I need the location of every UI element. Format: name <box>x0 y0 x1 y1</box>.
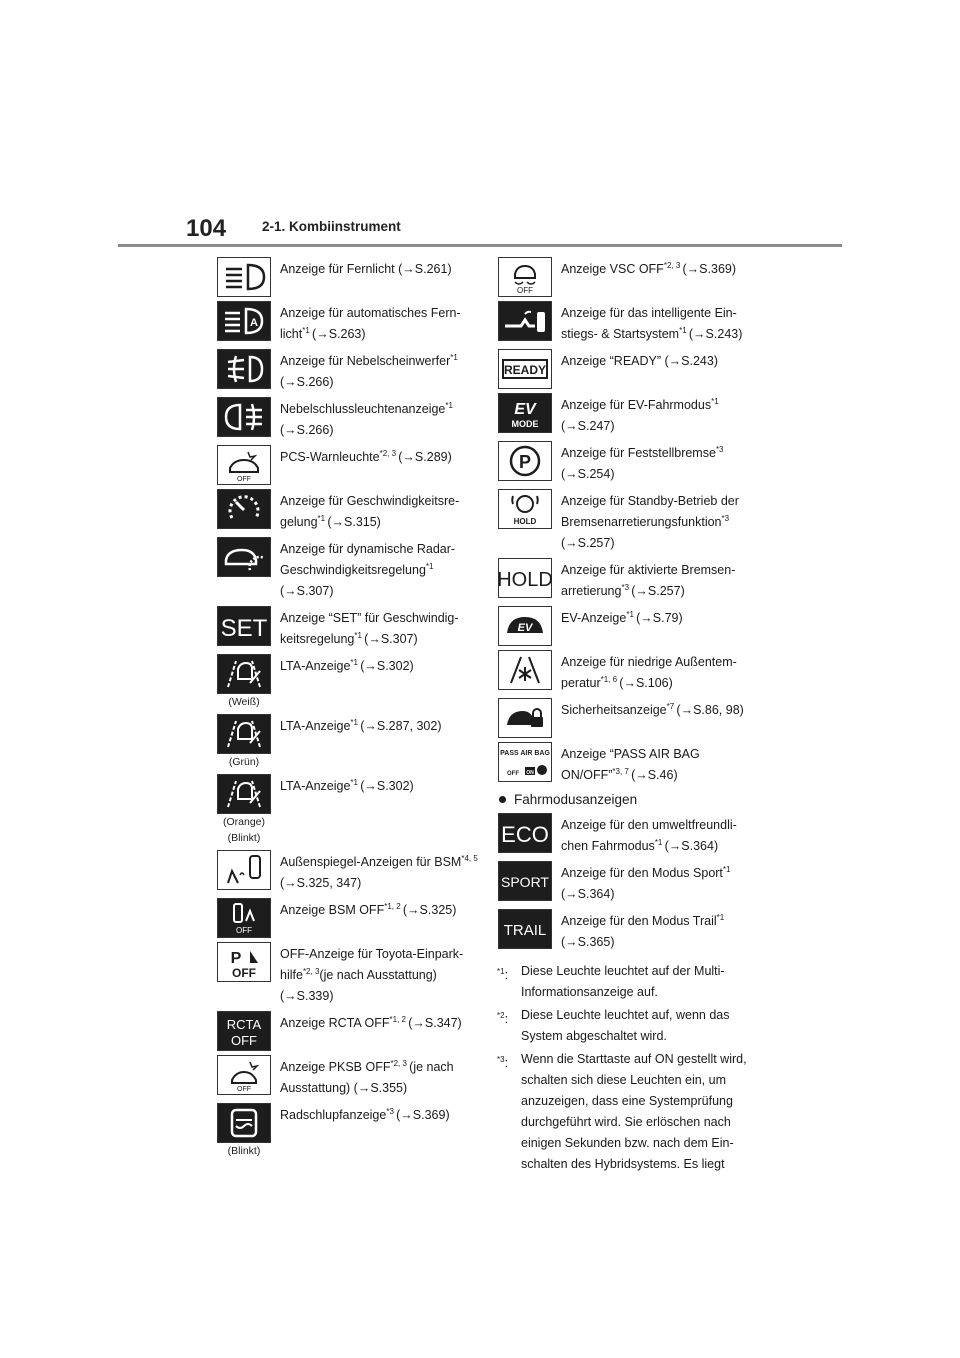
svg-text:OFF: OFF <box>237 1086 251 1093</box>
indicator-description: Anzeige für automatisches Fernlicht$^{*1}$ (→S.263) <box>280 306 461 341</box>
svg-text:OFF: OFF <box>231 1033 257 1048</box>
indicator-description: Anzeige für Standby-Betrieb der Bremsenarretierungsfunktion$^{*3}$ (→S.257) <box>561 494 739 550</box>
indicator-row <box>216 654 478 710</box>
svg-text:OFF: OFF <box>232 966 256 980</box>
icon-cell <box>497 606 553 646</box>
brake-hold-active-icon <box>498 558 552 598</box>
icon-cell <box>497 650 553 690</box>
indicator-description: Anzeige für Geschwindigkeitsregelung$^{*1}$ (→S.315) <box>280 494 460 529</box>
svg-text:OFF: OFF <box>236 926 252 935</box>
svg-text:A: A <box>250 317 258 329</box>
icon-cell <box>216 654 272 710</box>
speed-control-icon <box>217 489 271 529</box>
indicator-description: Anzeige “READY” (→S.243) <box>561 354 719 368</box>
bsm-off-icon <box>217 898 271 938</box>
icon-cell <box>216 774 272 846</box>
indicator-description: LTA-Anzeige$^{*1}$ (→S.287, 302) <box>280 717 442 733</box>
indicator-row <box>216 942 478 1007</box>
icon-cell <box>216 714 272 770</box>
drive-mode-heading-text: Fahrmodusanzeigen <box>514 792 638 807</box>
indicator-description: Anzeige für Feststellbremse$^{*3}$ (→S.254) <box>561 444 724 481</box>
icon-cell <box>497 393 553 433</box>
indicator-row <box>216 774 478 846</box>
svg-text:READY: READY <box>503 363 547 377</box>
indicator-description: Anzeige für das intelligente Einstiegs- & Startsystem$^{*1}$ (→S.243) <box>561 306 743 341</box>
icon-cell <box>216 489 272 529</box>
indicator-description: LTA-Anzeige$^{*1}$ (→S.302) <box>280 777 414 793</box>
footnote-text: Diese Leuchte leuchtet auf, wenn das System abgeschaltet wird. <box>521 1008 730 1043</box>
indicator-description: Anzeige BSM OFF$^{*1, 2}$ (→S.325) <box>280 901 457 917</box>
footnote-mark: $^{*1}$: <box>497 967 509 983</box>
icon-caption: (Orange) <box>222 816 265 828</box>
icon-cell <box>497 861 553 901</box>
indicator-row <box>216 349 478 393</box>
low-temp-icon <box>498 650 552 690</box>
indicator-description: Anzeige “PASS AIR BAG ON/OFF”$^{*3, 7}$ (→S.46) <box>561 747 700 782</box>
icon-cell <box>497 909 553 949</box>
indicator-description: Außenspiegel-Anzeigen für BSM$^{*4, 5}$ (→S.325, 347) <box>280 853 478 890</box>
indicator-row <box>497 813 759 857</box>
indicator-row <box>497 698 759 738</box>
page-header <box>0 0 960 250</box>
footnote <box>497 961 759 1003</box>
icon-caption: (Blinkt) <box>227 1145 261 1157</box>
set-icon <box>217 606 271 646</box>
indicator-description: PCS-Warnleuchte$^{*2, 3}$ (→S.289) <box>280 448 452 464</box>
indicator-description: Anzeige für Nebelscheinwerfer$^{*1}$ (→S.266) <box>280 352 458 389</box>
svg-text:ON: ON <box>526 770 534 776</box>
rear-fog-icon <box>217 397 271 437</box>
radar-cruise-icon <box>217 537 271 577</box>
svg-text:RCTA: RCTA <box>226 1017 262 1032</box>
indicator-row <box>216 850 478 894</box>
indicator-description: Anzeige für den Modus Trail$^{*1}$ (→S.365) <box>561 912 725 949</box>
indicator-description: Anzeige für den Modus Sport$^{*1}$ (→S.364) <box>561 864 731 901</box>
front-fog-icon <box>217 349 271 389</box>
pcs-warning-icon <box>217 445 271 485</box>
icon-cell <box>497 257 553 297</box>
indicator-row <box>216 1011 478 1051</box>
svg-text:EV: EV <box>517 622 533 634</box>
indicator-row <box>216 445 478 485</box>
section-title: 2-1. Kombiinstrument <box>262 219 401 234</box>
icon-cell <box>216 1011 272 1051</box>
icon-cell <box>216 349 272 389</box>
bsm-mirror-icon <box>217 850 271 890</box>
indicator-description: Anzeige für niedrige Außentemperatur$^{*1, 6}$ (→S.106) <box>561 655 737 690</box>
svg-text:PASS AIR BAG: PASS AIR BAG <box>500 750 550 757</box>
eco-icon <box>498 813 552 853</box>
brake-hold-standby-icon <box>498 489 552 529</box>
indicator-row <box>216 606 478 650</box>
lta-green-icon <box>217 714 271 754</box>
indicator-row <box>497 349 759 389</box>
indicator-description: LTA-Anzeige$^{*1}$ (→S.302) <box>280 657 414 673</box>
indicator-description: EV-Anzeige$^{*1}$ (→S.79) <box>561 609 683 625</box>
indicator-row <box>497 558 759 602</box>
footnote-text: Diese Leuchte leuchtet auf der Multi-Informationsanzeige auf. <box>521 964 725 999</box>
icon-caption: (Blinkt) <box>227 832 261 844</box>
smart-entry-icon <box>498 301 552 341</box>
icon-cell <box>216 257 272 297</box>
svg-text:EV: EV <box>514 401 536 418</box>
drive-mode-heading <box>497 792 759 807</box>
icon-cell <box>216 898 272 938</box>
ev-indicator-icon <box>498 606 552 646</box>
svg-text:ECO: ECO <box>501 822 549 847</box>
icon-cell <box>216 397 272 437</box>
slip-icon <box>217 1103 271 1143</box>
indicator-description: Sicherheitsanzeige$^{*7}$ (→S.86, 98) <box>561 701 744 717</box>
footnote <box>497 1005 759 1047</box>
icon-cell <box>497 742 553 782</box>
icon-caption: (Weiß) <box>228 696 260 708</box>
icon-cell <box>216 445 272 485</box>
indicator-description: Anzeige RCTA OFF$^{*1, 2}$ (→S.347) <box>280 1014 462 1030</box>
svg-text:P: P <box>518 452 532 472</box>
indicator-description: Anzeige für den umweltfreundlichen Fahrmodus$^{*1}$ (→S.364) <box>561 818 737 853</box>
indicator-row <box>497 742 759 786</box>
indicator-row <box>216 898 478 938</box>
footnote-mark: $^{*2}$: <box>497 1011 509 1027</box>
left-column <box>216 257 478 1163</box>
icon-cell <box>497 813 553 853</box>
parking-brake-icon <box>498 441 552 481</box>
indicator-description: Radschlupfanzeige$^{*3}$ (→S.369) <box>280 1106 450 1122</box>
passenger-airbag-icon <box>498 742 552 782</box>
svg-text:OFF: OFF <box>237 476 251 483</box>
icon-cell <box>216 537 272 577</box>
indicator-row <box>216 257 478 297</box>
svg-text:SPORT: SPORT <box>501 874 549 890</box>
icon-cell <box>216 942 272 982</box>
indicator-description: Nebelschlussleuchtenanzeige$^{*1}$ (→S.266) <box>280 400 453 437</box>
icon-cell <box>216 1103 272 1159</box>
ready-icon <box>498 349 552 389</box>
indicator-description: Anzeige “SET” für Geschwindigkeitsregelung$^{*1}$ (→S.307) <box>280 611 459 646</box>
indicator-row <box>497 861 759 905</box>
parking-assist-off-icon <box>217 942 271 982</box>
indicator-row <box>497 650 759 694</box>
indicator-description: Anzeige für dynamische Radar-Geschwindigkeitsregelung$^{*1}$ (→S.307) <box>280 542 456 598</box>
indicator-row <box>216 397 478 441</box>
indicator-row <box>216 1055 478 1099</box>
icon-cell <box>497 558 553 598</box>
pksb-off-icon <box>217 1055 271 1095</box>
icon-cell <box>497 301 553 341</box>
svg-text:P: P <box>230 950 242 967</box>
icon-cell <box>497 349 553 389</box>
indicator-description: Anzeige für aktivierte Bremsenarretierung$^{*3}$ (→S.257) <box>561 563 736 598</box>
svg-text:OFF: OFF <box>507 771 519 777</box>
indicator-row <box>216 301 478 345</box>
indicator-description: Anzeige für Fernlicht (→S.261) <box>280 262 452 276</box>
icon-cell <box>216 850 272 890</box>
indicator-description: Anzeige für EV-Fahrmodus$^{*1}$ (→S.247) <box>561 396 719 433</box>
icon-cell <box>497 489 553 529</box>
icon-cell <box>216 1055 272 1095</box>
footnote-mark: $^{*3}$: <box>497 1055 509 1071</box>
svg-text:HOLD: HOLD <box>497 569 553 591</box>
indicator-description: Anzeige VSC OFF$^{*2, 3}$ (→S.369) <box>561 260 737 276</box>
icon-cell <box>497 698 553 738</box>
indicator-row <box>497 489 759 554</box>
lta-orange-icon <box>217 774 271 814</box>
indicator-row <box>497 441 759 485</box>
ev-mode-icon <box>498 393 552 433</box>
svg-text:OFF: OFF <box>517 286 533 295</box>
indicator-row <box>216 537 478 602</box>
footnote <box>497 1049 759 1175</box>
indicator-row <box>216 489 478 533</box>
sport-icon <box>498 861 552 901</box>
indicator-row <box>216 1103 478 1159</box>
footnotes <box>497 961 759 1175</box>
indicator-row <box>216 714 478 770</box>
icon-cell <box>497 441 553 481</box>
indicator-description: Anzeige PKSB OFF$^{*2, 3}$ (je nach Ausstattung) (→S.355) <box>280 1058 454 1095</box>
vsc-off-icon <box>498 257 552 297</box>
svg-text:HOLD: HOLD <box>513 517 537 526</box>
high-beam-icon <box>217 257 271 297</box>
svg-text:TRAIL: TRAIL <box>503 922 547 939</box>
svg-text:MODE: MODE <box>511 419 539 429</box>
indicator-row <box>497 393 759 437</box>
indicator-row <box>497 301 759 345</box>
indicator-row <box>497 909 759 953</box>
auto-high-beam-icon <box>217 301 271 341</box>
indicator-description: OFF-Anzeige für Toyota-Einparkhilfe$^{*2, 3}$(je nach Ausstattung) (→S.339) <box>280 947 464 1003</box>
svg-text:SET: SET <box>220 615 268 642</box>
icon-cell <box>216 301 272 341</box>
indicator-row <box>497 606 759 646</box>
indicator-row <box>497 257 759 297</box>
icon-caption: (Grün) <box>228 756 260 768</box>
rcta-off-icon <box>217 1011 271 1051</box>
header-rule <box>118 244 842 247</box>
lta-white-icon <box>217 654 271 694</box>
trail-icon <box>498 909 552 949</box>
page-number: 104 <box>186 215 227 242</box>
right-column <box>497 257 759 1177</box>
security-icon <box>498 698 552 738</box>
icon-cell <box>216 606 272 646</box>
bullet-icon <box>499 796 506 803</box>
footnote-text: Wenn die Starttaste auf ON gestellt wird, schalten sich diese Leuchten ein, um anzuzeigen, dass eine Systemprüfung durchgeführt wird. Sie erlöschen nach einigen Sekunden bzw. nach dem Einschalten des Hybridsystems. Es liegt <box>521 1052 747 1171</box>
